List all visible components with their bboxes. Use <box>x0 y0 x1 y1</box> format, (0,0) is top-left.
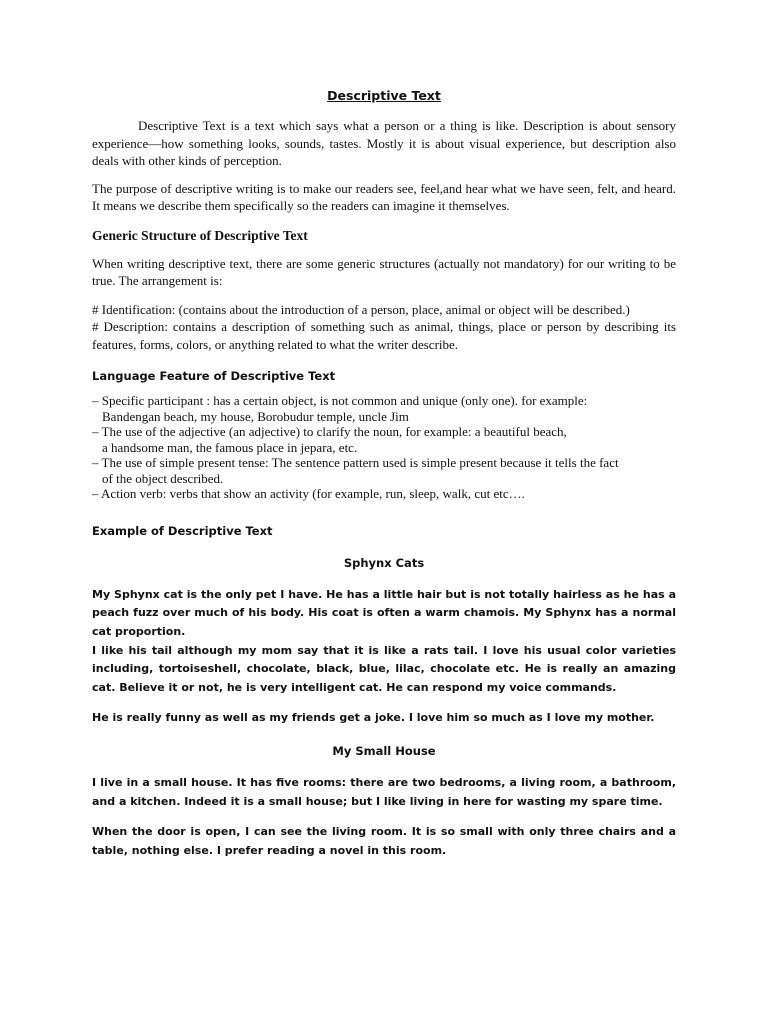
generic-structure-intro: When writing descriptive text, there are some generic structures (actually not mandatory) for our writing to be true. The arrangement is: <box>92 255 676 288</box>
house-paragraph-1: I live in a small house. It has five rooms: there are two bedrooms, a living room, a bathroom, and a kitchen. Indeed it is a small house; but I like living in here for wasting my spare time. <box>92 776 676 809</box>
language-feature-list <box>92 393 676 502</box>
list-item-line: – The use of simple present tense: The sentence pattern used is simple present because it tells the fact <box>92 455 619 470</box>
sphynx-story <box>92 556 676 728</box>
definition-paragraph: Descriptive Text is a text which says what a person or a thing is like. Description is about sensory experience—how something looks, sounds, tastes. Mostly it is about visual experience, but description also deals with other kinds of perception. <box>92 118 676 168</box>
list-item-line: – The use of the adjective (an adjective) to clarify the noun, for example: a beautiful beach, <box>92 424 567 439</box>
house-title: My Small House <box>332 744 436 759</box>
list-item <box>92 455 676 486</box>
description-paragraph: # Description: contains a description of something such as animal, things, place or person by describing its features, forms, colors, or anything related to what the writer describe. <box>92 319 676 352</box>
list-item <box>92 393 676 424</box>
language-feature-heading: Language Feature of Descriptive Text <box>92 369 336 383</box>
house-story <box>92 744 676 860</box>
sphynx-paragraph-3: He is really funny as well as my friends get a joke. I love him so much as I love my mother. <box>92 710 655 724</box>
list-item <box>92 424 676 455</box>
list-item-continuation: Bandengan beach, my house, Borobudur temple, uncle Jim <box>102 408 409 424</box>
example-heading: Example of Descriptive Text <box>92 523 273 538</box>
house-paragraph-2: When the door is open, I can see the living room. It is so small with only three chairs and a table, nothing else. I prefer reading a novel in this room. <box>92 824 676 857</box>
sphynx-paragraph-2: I like his tail although my mom say that it is like a rats tail. I love his usual color varieties including, tortoiseshell, chocolate, black, blue, lilac, chocolate etc. He is really an amazing cat. Believe it or not, he is very intelligent cat. He can respond my voice commands. <box>92 643 676 695</box>
list-item-line: – Action verb: verbs that show an activity (for example, run, sleep, walk, cut etc…. <box>92 486 525 501</box>
generic-structure-heading: Generic Structure of Descriptive Text <box>92 227 308 243</box>
list-item-continuation: a handsome man, the famous place in jepara, etc. <box>102 439 358 455</box>
sphynx-paragraph-1: My Sphynx cat is the only pet I have. He has a little hair but is not totally hairless as he has a peach fuzz over much of his body. His coat is often a warm chamois. My Sphynx has a normal cat proportion. <box>92 587 676 638</box>
identification-paragraph: # Identification: (contains about the introduction of a person, place, animal or object will be described.) <box>92 301 630 317</box>
sphynx-title: Sphynx Cats <box>343 555 425 570</box>
list-item-line: – Specific participant : has a certain object, is not common and unique (only one). for example: <box>92 393 588 408</box>
list-item <box>92 486 676 502</box>
list-item-continuation: of the object described. <box>102 470 224 486</box>
page-title: Descriptive Text <box>327 88 441 103</box>
purpose-paragraph: The purpose of descriptive writing is to make our readers see, feel,and hear what we have seen, felt, and heard. It means we describe them specifically so the readers can imagine it themselves. <box>92 180 676 213</box>
